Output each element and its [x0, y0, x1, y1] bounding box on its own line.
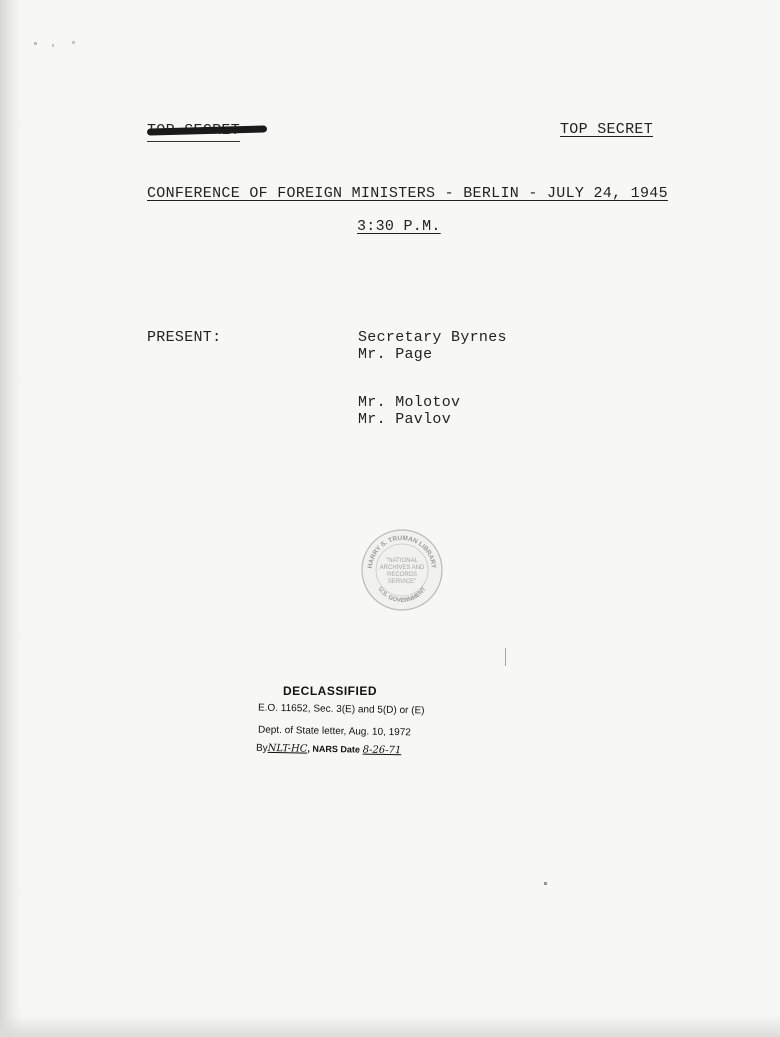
pencil-mark [505, 648, 506, 666]
seal-line: RECORDS [386, 572, 418, 578]
seal-line: SERVICE" [387, 579, 417, 585]
seal-line: ARCHIVES AND [379, 565, 425, 571]
attendee: Mr. Page [358, 346, 433, 363]
declassified-stamp [255, 680, 455, 770]
seal-ring-bottom: U.S. GOVERNMENT [376, 586, 428, 605]
meeting-time: 3:30 P.M. [357, 218, 441, 235]
page-bottom-shadow [0, 1015, 780, 1037]
stamp-line: E.O. 11652, Sec. 3(E) and 5(D) or (E) [257, 702, 425, 717]
handwritten-date: 8-26-71 [362, 744, 402, 757]
handwritten-initials: NLT-HC [267, 742, 308, 755]
attendee: Mr. Pavlov [358, 411, 452, 428]
speck [72, 41, 75, 44]
classification-label: TOP SECRET [560, 121, 654, 138]
speck [52, 44, 54, 47]
seal-line: "NATIONAL [386, 558, 418, 564]
stamp-title: DECLASSIFIED [283, 684, 378, 698]
stamp-line-signature: ByNLT-HC, NARS Date 8-26-71 [255, 742, 402, 757]
seal-ring-top: HARRY S. TRUMAN LIBRARY [366, 534, 438, 569]
page-edge-shadow [0, 0, 22, 1037]
archive-seal [360, 528, 444, 612]
attendee: Mr. Molotov [358, 394, 461, 411]
present-label: PRESENT: [147, 329, 222, 346]
stamp-line: Dept. of State letter, Aug. 10, 1972 [257, 724, 411, 739]
speck [544, 882, 547, 885]
struck-classification [147, 121, 240, 139]
speck [34, 42, 37, 45]
document-title: CONFERENCE OF FOREIGN MINISTERS - BERLIN - JULY 24, 1945 [147, 185, 668, 202]
attendee: Secretary Byrnes [358, 329, 507, 346]
